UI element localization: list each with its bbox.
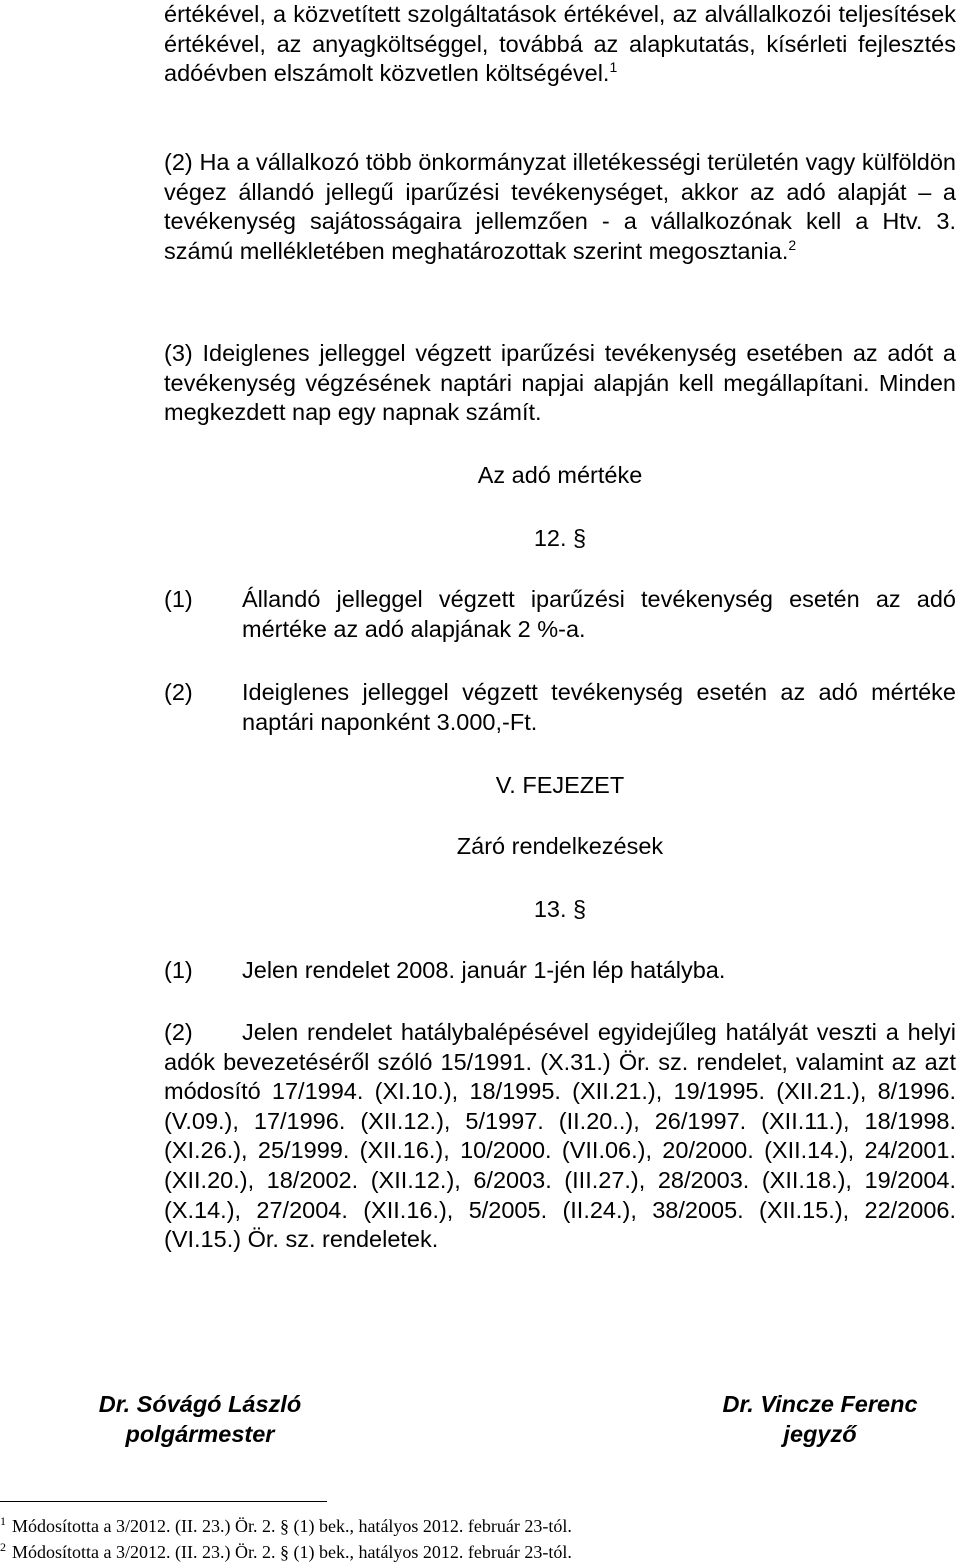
section-13-item-2	[164, 1018, 956, 1255]
signature-left	[60, 1389, 340, 1449]
section-12-item-1	[164, 585, 956, 644]
item-number: (1)	[164, 586, 193, 612]
section-number-12: 12. §	[533, 525, 587, 551]
item-text: Állandó jelleggel végzett iparűzési tevékenység esetén az adó mértéke az adó alapjának 2 %-a.	[242, 586, 956, 642]
paragraph-3: (3) Ideiglenes jelleggel végzett iparűzési tevékenység esetében az adót a tevékenység végzésének naptári napjai alapján kell megállapítani. Minden megkezdett nap egy napnak számít.	[164, 340, 956, 426]
footnote-number: 2	[0, 1540, 6, 1554]
footnote-number: 1	[0, 1514, 6, 1528]
item-number: (2)	[164, 679, 193, 705]
section-heading-rate: Az adó mértéke	[477, 462, 643, 488]
signatory-name: Dr. Vincze Ferenc	[722, 1391, 918, 1417]
paragraph-2	[164, 148, 956, 266]
footnote-ref-2[interactable]: 2	[788, 236, 797, 253]
item-number: (1)	[164, 957, 193, 983]
signatory-name: Dr. Sóvágó László	[98, 1391, 302, 1417]
paragraph-intro	[164, 0, 956, 89]
footnote-text: Módosította a 3/2012. (II. 23.) Ör. 2. § (1) bek., hatályos 2012. február 23-tól.	[12, 1542, 572, 1562]
signatory-title: jegyző	[783, 1421, 857, 1447]
chapter-heading: V. FEJEZET	[495, 772, 625, 798]
signatory-title: polgármester	[125, 1421, 275, 1447]
footnote-text: Módosította a 3/2012. (II. 23.) Ör. 2. § (1) bek., hatályos 2012. február 23-tól.	[12, 1516, 572, 1536]
section-number-13: 13. §	[533, 896, 587, 922]
section-12-item-2	[164, 678, 956, 737]
item-text: Jelen rendelet 2008. január 1-jén lép hatályba.	[242, 957, 726, 983]
footnote-2	[0, 1541, 572, 1563]
footnote-separator	[0, 1501, 327, 1502]
signature-right	[690, 1389, 950, 1449]
item-number: (2)	[164, 1019, 193, 1045]
chapter-title: Záró rendelkezések	[456, 833, 664, 859]
footnote-ref-1[interactable]: 1	[609, 59, 618, 76]
footnote-1	[0, 1515, 572, 1537]
item-text: Jelen rendelet hatálybalépésével egyidejűleg hatályát veszti a helyi adók bevezetéséről szóló 15/1991. (X.31.) Ör. sz. rendelet, valamint az azt módosító 17/1994. (XI.10.), 18/1995. (XII.21.), 19/1995. (XII.21.), 8/1996. (V.09.), 17/1996. (XII.12.), 5/1997. (II.20..), 26/1997. (XII.11.), 18/1998. (XI.26.), 25/1999. (XII.16.), 10/2000. (VII.06.), 20/2000. (XII.14.), 24/2001. (XII.20.), 18/2002. (XII.12.), 6/2003. (III.27.), 28/2003. (XII.18.), 19/2004. (X.14.), 27/2004. (XII.16.), 5/2005. (II.24.), 38/2005. (XII.15.), 22/2006. (VI.15.) Ör. sz. rendeletek.	[164, 1019, 956, 1253]
paragraph-intro-text: értékével, a közvetített szolgáltatások értékével, az alvállalkozói teljesítések értékével, az anyagköltséggel, továbbá az alapkutatás, kísérleti fejlesztés adóévben elszámolt közvetlen költségével.	[164, 1, 956, 87]
section-13-item-1	[164, 956, 956, 986]
item-text: Ideiglenes jelleggel végzett tevékenység esetén az adó mértéke naptári naponként 3.000,-Ft.	[242, 679, 956, 735]
paragraph-2-text: (2) Ha a vállalkozó több önkormányzat illetékességi területén vagy külföldön végez állandó jellegű iparűzési tevékenységet, akkor az adó alapját – a tevékenység sajátosságaira jellemzően - a vállalkozónak kell a Htv. 3. számú mellékletében meghatározottak szerint megosztania.	[164, 149, 956, 264]
